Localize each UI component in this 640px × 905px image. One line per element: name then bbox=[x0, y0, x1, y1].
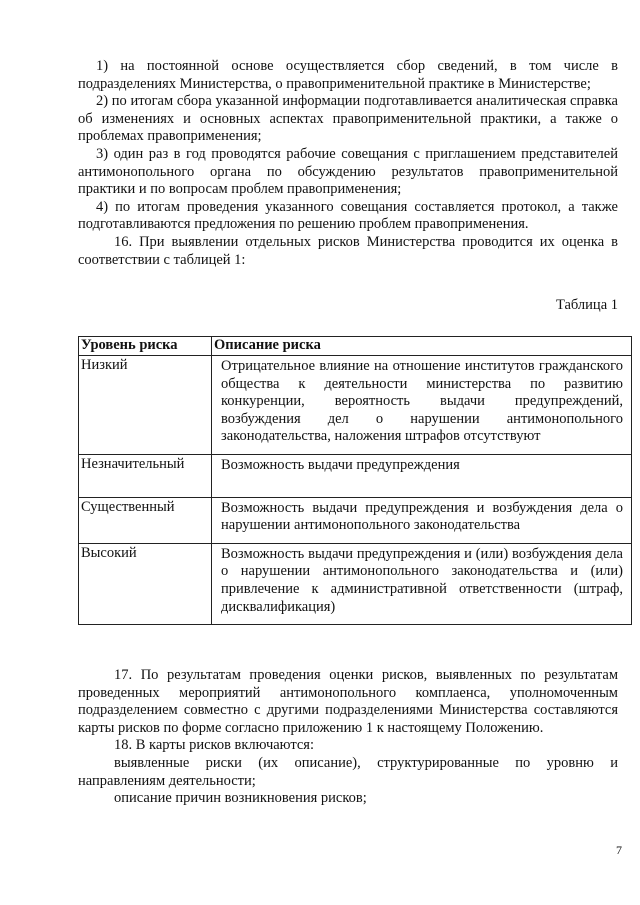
document-body-bottom bbox=[78, 667, 618, 808]
risk-description-text: Отрицательное влияние на отношение институтов гражданского общества к деятельности министерства по развитию конкуренции, вероятность выдачи предупреждений, возбуждения дел о нарушении антимонопольного законодательства, наложения штрафов отсутствуют bbox=[221, 358, 623, 445]
document-body-top bbox=[78, 58, 618, 269]
paragraph-18: 18. В карты рисков включаются: bbox=[114, 737, 314, 754]
table-row bbox=[79, 356, 632, 455]
risk-level-cell: Высокий bbox=[79, 543, 212, 624]
list-item: 3) один раз в год проводятся рабочие совещания с приглашением представителей антимонопольного органа по обсуждению результатов правоприменительной практики и по вопросам проблем правоприменения; bbox=[78, 145, 618, 198]
risk-description-text: Возможность выдачи предупреждения bbox=[221, 456, 460, 473]
paragraph-17: 17. По результатам проведения оценки рисков, выявленных по результатам проведенных мероприятий антимонопольного комплаенса, уполномоченным подразделением совместно с другими подразделениями Министерства составляются карты рисков по форме согласно приложению 1 к настоящему Положению. bbox=[78, 667, 618, 736]
header-risk-description: Описание риска bbox=[212, 337, 632, 356]
table-row bbox=[79, 543, 632, 624]
list-item: выявленные риски (их описание), структурированные по уровню и направлениям деятельности; bbox=[78, 754, 618, 789]
table-row bbox=[79, 497, 632, 543]
risk-table bbox=[78, 336, 632, 625]
risk-description-cell bbox=[212, 543, 632, 624]
paragraph-16: 16. При выявлении отдельных рисков Министерства проводится их оценка в соответствии с таблицей 1: bbox=[78, 233, 618, 268]
risk-description-text: Возможность выдачи предупреждения и возбуждения дела о нарушении антимонопольного законодательства bbox=[221, 499, 623, 534]
risk-level-cell: Незначительный bbox=[79, 454, 212, 497]
list-item: 1) на постоянной основе осуществляется сбор сведений, в том числе в подразделениях Министерства, о правоприменительной практике в Министерстве; bbox=[78, 58, 618, 92]
risk-description-text: Возможность выдачи предупреждения и (или) возбуждения дела о нарушении антимонопольного законодательства и (или) привлечение к административной ответственности (штраф, дисквалификация) bbox=[221, 545, 623, 615]
list-item: 2) по итогам сбора указанной информации подготавливается аналитическая справка об изменениях и основных аспектах правоприменительной практики, а также о проблемах правоприменения; bbox=[78, 93, 618, 145]
risk-description-cell bbox=[212, 356, 632, 455]
table-caption: Таблица 1 bbox=[555, 297, 618, 313]
table-header-row bbox=[79, 337, 632, 356]
header-risk-level: Уровень риска bbox=[79, 337, 212, 356]
page-number: 7 bbox=[616, 843, 622, 857]
risk-level-cell: Низкий bbox=[79, 356, 212, 455]
risk-description-cell bbox=[212, 454, 632, 497]
risk-level-cell: Существенный bbox=[79, 497, 212, 543]
risk-description-cell bbox=[212, 497, 632, 543]
table-row bbox=[79, 454, 632, 497]
list-item: 4) по итогам проведения указанного совещания составляется протокол, а также подготавливаются предложения по решению проблем правоприменения. bbox=[78, 198, 618, 233]
list-item: описание причин возникновения рисков; bbox=[114, 790, 367, 807]
